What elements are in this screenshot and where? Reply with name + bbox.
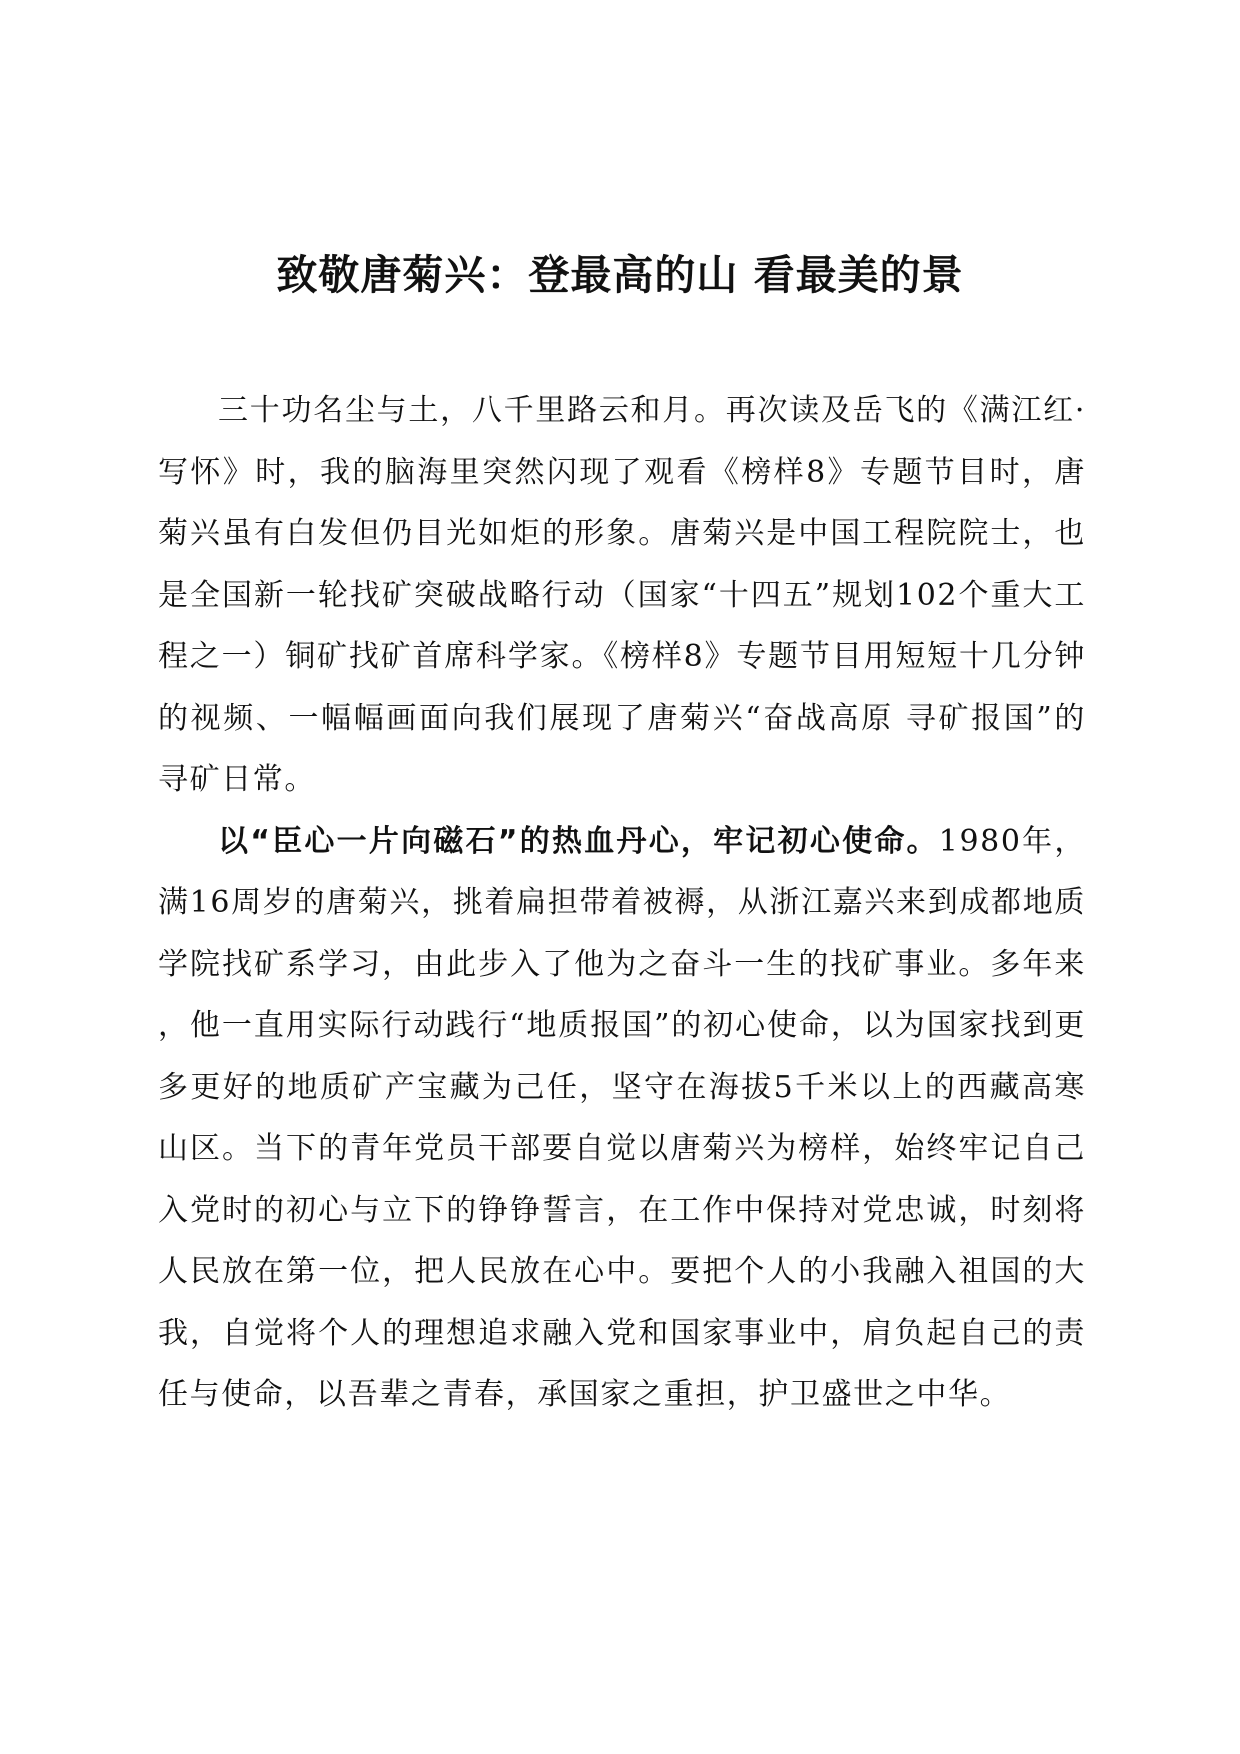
paragraph-intro xyxy=(158,380,1086,811)
document-body xyxy=(158,380,1086,1426)
document-title: 致敬唐菊兴：登最高的山 看最美的景 xyxy=(276,251,964,299)
paragraph-lead-sentence: 以“臣心一片向磁石”的热血丹心，牢记初心使命。 xyxy=(218,823,939,859)
paragraph-initial-mission xyxy=(158,811,1086,1426)
paragraph-intro-text: 三十功名尘与土，八千里路云和月。再次读及岳飞的《满江红·写怀》时，我的脑海里突然闪现了观看《榜样8》专题节目时，唐菊兴虽有白发但仍目光如炬的形象。唐菊兴是中国工程院院士，也是全国新一轮找矿突破战略行动（国家“十四五”规划102个重大工程之一）铜矿找矿首席科学家。《榜样8》专题节目用短短十几分钟的视频、一幅幅画面向我们展现了唐菊兴“奋战高原 寻矿报国”的寻矿日常。 xyxy=(158,393,1086,797)
paragraph-body-text: 1980年，满16周岁的唐菊兴，挑着扁担带着被褥，从浙江嘉兴来到成都地质学院找矿系学习，由此步入了他为之奋斗一生的找矿事业。多年来，他一直用实际行动践行“地质报国”的初心使命，以为国家找到更多更好的地质矿产宝藏为己任，坚守在海拔5千米以上的西藏高寒山区。当下的青年党员干部要自觉以唐菊兴为榜样，始终牢记自己入党时的初心与立下的铮铮誓言，在工作中保持对党忠诚，时刻将人民放在第一位，把人民放在心中。要把个人的小我融入祖国的大我，自觉将个人的理想追求融入党和国家事业中，肩负起自己的责任与使命，以吾辈之青春，承国家之重担，护卫盛世之中华。 xyxy=(158,823,1086,1412)
